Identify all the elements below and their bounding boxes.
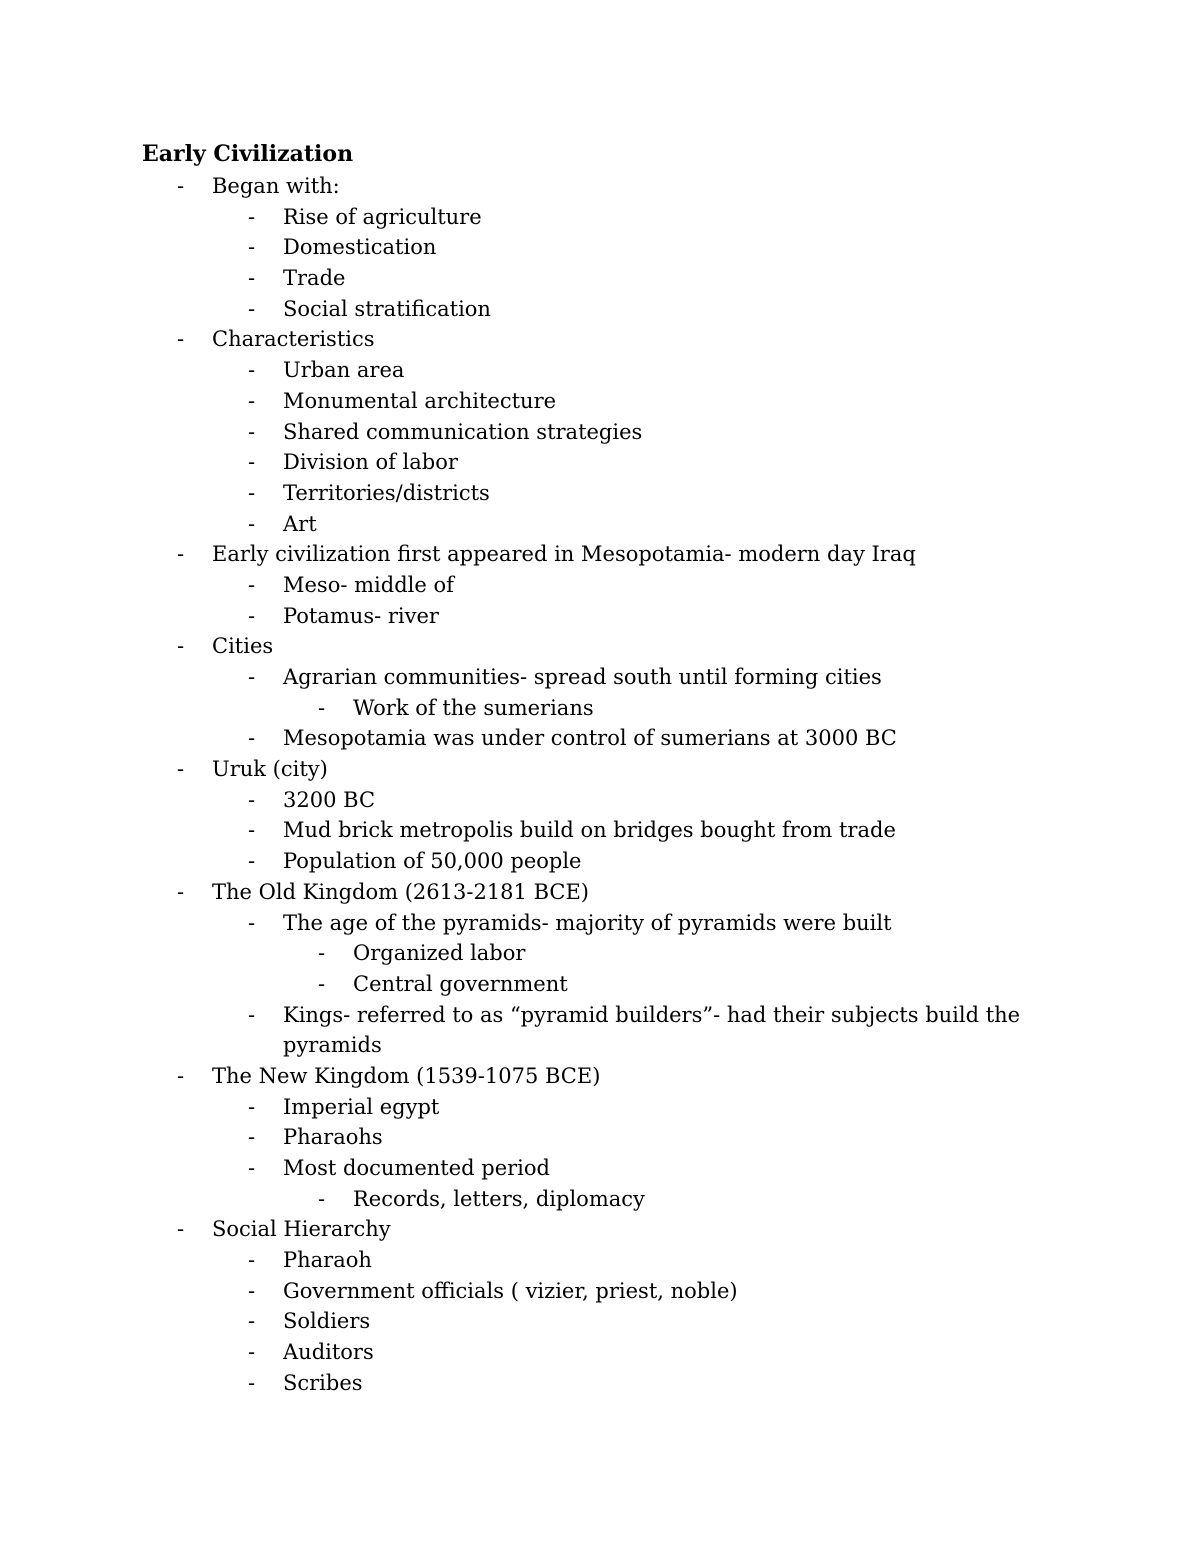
bullet-dash: - (177, 879, 185, 904)
list-item (0, 417, 1200, 448)
bullet-dash: - (177, 327, 185, 352)
list-item-text: Shared communication strategies (283, 419, 643, 444)
list-item-text: Monumental architecture (283, 388, 557, 413)
list-item (0, 662, 1200, 693)
list-item-text: Potamus- river (283, 603, 439, 628)
list-item (0, 324, 1200, 355)
list-item (0, 171, 1200, 202)
bullet-dash: - (248, 358, 256, 383)
list-item-text: Rise of agriculture (283, 204, 482, 229)
bullet-dash: - (248, 1370, 256, 1395)
list-item-text: Uruk (city) (212, 757, 328, 782)
bullet-dash: - (248, 1125, 256, 1150)
list-item (0, 294, 1200, 325)
bullet-dash: - (248, 572, 256, 597)
bullet-dash: - (248, 1278, 256, 1303)
list-item (0, 754, 1200, 785)
bullet-dash: - (177, 1063, 185, 1088)
bullet-dash: - (177, 174, 185, 198)
list-item (0, 478, 1200, 509)
bullet-dash: - (248, 726, 256, 751)
list-item-text: Agrarian communities- spread south until forming cities (283, 665, 882, 689)
list-item-text: Domestication (283, 235, 437, 260)
list-item-text: Urban area (283, 358, 405, 383)
bullet-dash: - (248, 603, 256, 628)
list-item (0, 969, 1200, 1000)
list-item (0, 631, 1200, 662)
list-item-text: Work of the sumerians (353, 695, 594, 720)
bullet-dash: - (248, 665, 256, 689)
list-item-text: The Old Kingdom (2613-2181 BCE) (212, 879, 589, 904)
bullet-dash: - (248, 849, 256, 874)
list-item (0, 202, 1200, 233)
list-item (0, 1214, 1200, 1245)
bullet-dash: - (248, 266, 256, 291)
bullet-dash: - (177, 634, 185, 659)
list-item-text: Cities (212, 634, 274, 659)
list-item (0, 908, 1200, 939)
list-item-text: Most documented period (283, 1156, 550, 1180)
bullet-dash: - (318, 695, 326, 720)
list-item-text: Pharaohs (283, 1125, 383, 1150)
list-item (0, 1122, 1200, 1153)
bullet-dash: - (248, 1156, 256, 1180)
bullet-outline (0, 171, 1200, 1399)
list-item (0, 938, 1200, 969)
list-item-text: The New Kingdom (1539-1075 BCE) (212, 1063, 601, 1088)
list-item (0, 447, 1200, 478)
list-item (0, 1337, 1200, 1368)
bullet-dash: - (248, 235, 256, 260)
list-item (0, 539, 1200, 570)
list-item-text: Social stratification (283, 296, 491, 321)
list-item (0, 1276, 1200, 1307)
list-item-text: Mesopotamia was under control of sumerians at 3000 BC (283, 726, 897, 751)
list-item-text: Meso- middle of (283, 572, 454, 597)
bullet-dash: - (177, 757, 185, 782)
list-item-continuation: pyramids (283, 1033, 382, 1058)
bullet-dash: - (177, 1217, 185, 1242)
bullet-dash: - (248, 1094, 256, 1119)
list-item (0, 1245, 1200, 1276)
bullet-dash: - (248, 511, 256, 536)
bullet-dash: - (248, 419, 256, 444)
list-item (0, 601, 1200, 632)
bullet-dash: - (248, 1248, 256, 1273)
bullet-dash: - (248, 296, 256, 321)
list-item (0, 815, 1200, 846)
bullet-dash: - (248, 480, 256, 505)
bullet-dash: - (248, 450, 256, 475)
list-item (0, 877, 1200, 908)
bullet-dash: - (177, 542, 185, 567)
list-item (0, 1000, 1200, 1031)
list-item-text: 3200 BC (283, 787, 376, 812)
list-item (0, 1306, 1200, 1337)
list-item-text: Organized labor (353, 941, 526, 966)
list-item-text: Trade (283, 266, 346, 291)
list-item-text: Central government (353, 971, 568, 996)
list-item-text: Division of labor (283, 450, 458, 475)
bullet-dash: - (318, 941, 326, 966)
bullet-dash: - (248, 1002, 256, 1027)
list-item (0, 785, 1200, 816)
list-item-text: Began with: (212, 174, 340, 198)
list-item-text: Records, letters, diplomacy (353, 1186, 645, 1211)
list-item-text: Scribes (283, 1370, 363, 1395)
list-item-text: Imperial egypt (283, 1094, 440, 1119)
list-item-text: Auditors (283, 1340, 374, 1365)
list-item-text: Mud brick metropolis build on bridges bought from trade (283, 818, 896, 843)
list-item (0, 1030, 1200, 1061)
list-item-text: Pharaoh (283, 1248, 372, 1273)
list-item-text: Soldiers (283, 1309, 371, 1334)
bullet-dash: - (248, 787, 256, 812)
list-item (0, 1368, 1200, 1399)
list-item (0, 232, 1200, 263)
list-item-text: Kings- referred to as “pyramid builders”- had their subjects build the (283, 1002, 1021, 1027)
list-item (0, 693, 1200, 724)
bullet-dash: - (248, 910, 256, 935)
bullet-dash: - (318, 1186, 326, 1211)
list-item (0, 386, 1200, 417)
list-item (0, 1184, 1200, 1215)
list-item (0, 355, 1200, 386)
bullet-dash: - (248, 1309, 256, 1334)
list-item-text: Art (283, 511, 317, 536)
list-item-text: Characteristics (212, 327, 375, 352)
list-item-text: Territories/districts (283, 480, 490, 505)
list-item (0, 263, 1200, 294)
document-title: Early Civilization (142, 141, 354, 167)
list-item (0, 509, 1200, 540)
list-item-text: Early civilization first appeared in Mesopotamia- modern day Iraq (212, 542, 916, 567)
list-item (0, 846, 1200, 877)
bullet-dash: - (318, 971, 326, 996)
list-item (0, 1061, 1200, 1092)
bullet-dash: - (248, 204, 256, 229)
list-item-text: Population of 50,000 people (283, 849, 582, 874)
list-item-text: The age of the pyramids- majority of pyramids were built (283, 910, 892, 935)
list-item-text: Social Hierarchy (212, 1217, 391, 1242)
bullet-dash: - (248, 1340, 256, 1365)
bullet-dash: - (248, 388, 256, 413)
bullet-dash: - (248, 818, 256, 843)
list-item (0, 570, 1200, 601)
list-item (0, 1153, 1200, 1184)
list-item-text: Government officials ( vizier, priest, noble) (283, 1278, 738, 1303)
list-item (0, 1092, 1200, 1123)
list-item (0, 723, 1200, 754)
